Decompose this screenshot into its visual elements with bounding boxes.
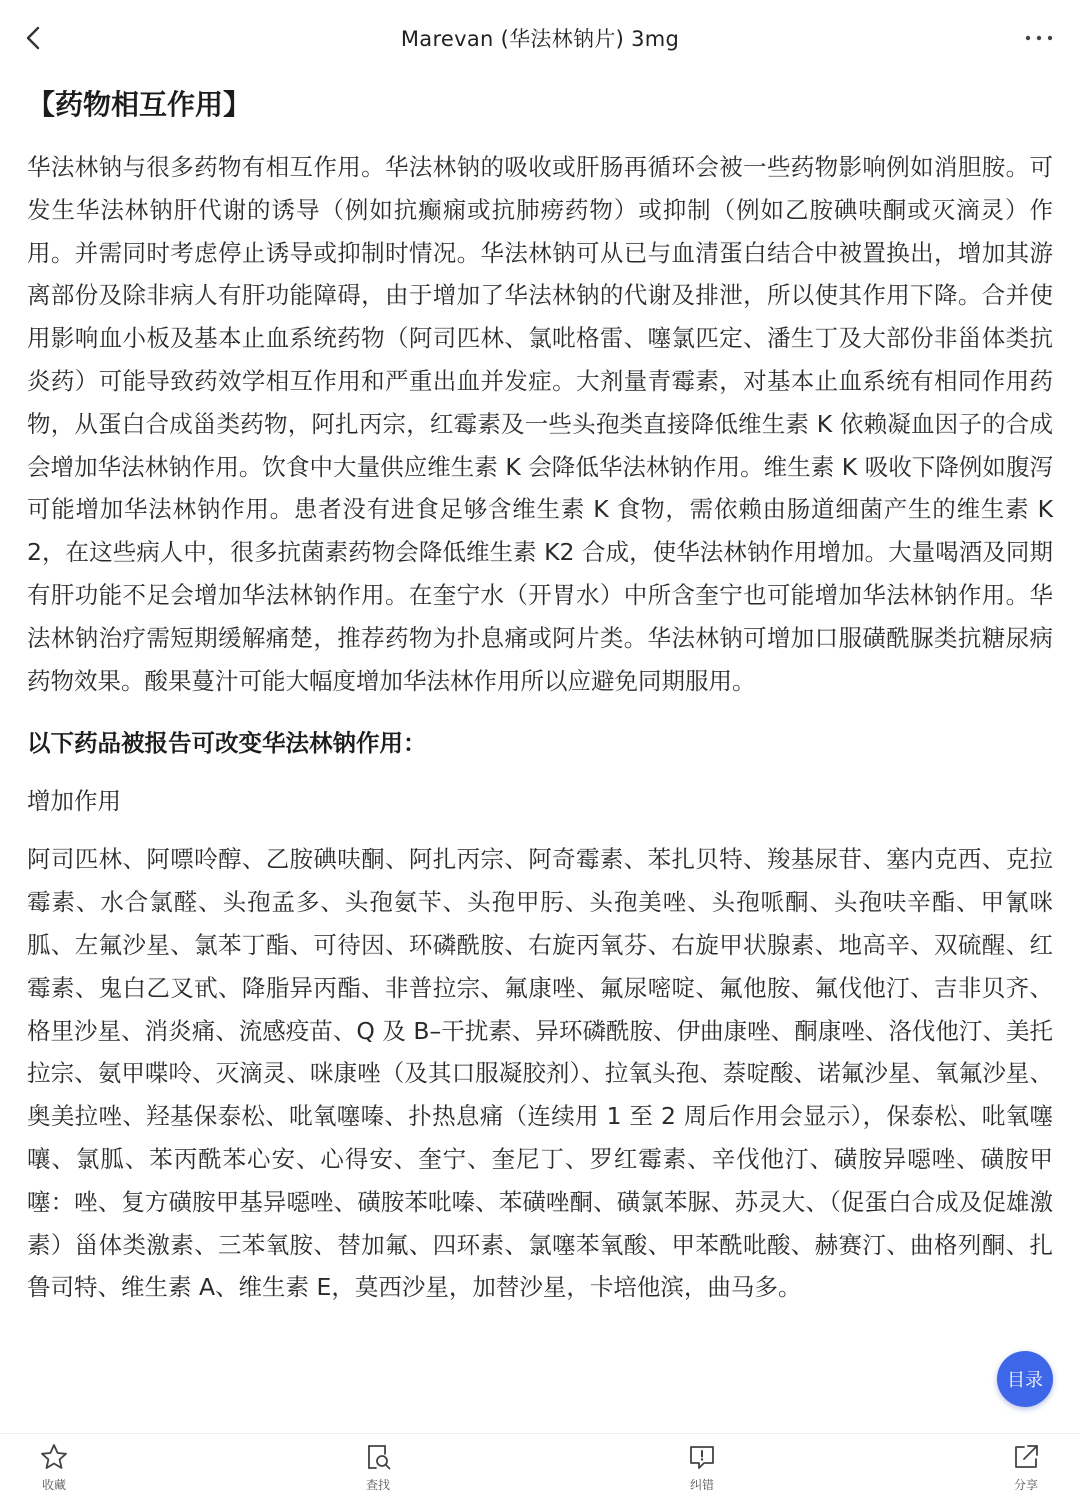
- more-horizontal-icon: [1024, 33, 1054, 43]
- report-error-label: 纠错: [689, 1478, 714, 1492]
- feedback-icon: [687, 1442, 717, 1472]
- interaction-paragraph: 华法林钠与很多药物有相互作用。华法林钠的吸收或肝肠再循环会被一些药物影响例如消胆胺。可发生华法林钠肝代谢的诱导（例如抗癫痫或抗肺痨药物）或抑制（例如乙胺碘呋酮或灭滴灵）作用。并需同时考虑停止诱导或抑制时情况。华法林钠可从已与血清蛋白结合中被置换出，增加其游离部份及除非病人有肝功能障碍，由于增加了华法林钠的代谢及排泄，所以使其作用下降。合并使用影响血小板及基本止血系统药物（阿司匹林、氯吡格雷、噻氯匹定、潘生丁及大部份非甾体类抗炎药）可能导致药效学相互作用和严重出血并发症。大剂量青霉素，对基本止血系统有相同作用药物，从蛋白合成甾类药物，阿扎丙宗，红霉素及一些头孢类直接降低维生素 K 依赖凝血因子的合成会增加华法林钠作用。饮食中大量供应维生素 K 会降低华法林钠作用。维生素 K 吸收下降例如腹泻可能增加华法林钠作用。患者没有进食足够含维生素 K 食物，需依赖由肠道细菌产生的维生素 K2，在这些病人中，很多抗菌素药物会降低维生素 K2 合成，使华法林钠作用增加。大量喝酒及同期有肝功能不足会增加华法林钠作用。在奎宁水（开胃水）中所含奎宁也可能增加华法林钠作用。华法林钠治疗需短期缓解痛楚，推荐药物为扑息痛或阿片类。华法林钠可增加口服磺酰脲类抗糖尿病药物效果。酸果蔓汁可能大幅度增加华法林作用所以应避免同期服用。: [27, 153, 1053, 695]
- chevron-left-icon: [23, 24, 45, 52]
- article-content: [27, 76, 1053, 1309]
- more-button[interactable]: [1014, 18, 1064, 58]
- bottom-toolbar: [0, 1433, 1080, 1507]
- report-error-button[interactable]: [662, 1442, 742, 1502]
- share-button[interactable]: [986, 1442, 1066, 1502]
- back-button[interactable]: [14, 18, 54, 58]
- page-title: Marevan (华法林钠片) 3mg: [400, 27, 680, 51]
- table-of-contents-button[interactable]: [997, 1351, 1053, 1407]
- section-title: 【药物相互作用】: [27, 88, 252, 121]
- find-label: 查找: [365, 1478, 390, 1492]
- star-icon: [39, 1442, 69, 1472]
- search-doc-icon: [363, 1442, 393, 1472]
- share-icon: [1011, 1442, 1041, 1472]
- favorite-label: 收藏: [41, 1478, 66, 1492]
- top-navigation-bar: [0, 8, 1080, 68]
- find-button[interactable]: [338, 1442, 418, 1502]
- toc-button-label: 目录: [1007, 1370, 1043, 1391]
- share-label: 分享: [1013, 1478, 1038, 1492]
- increase-effect-heading: 增加作用: [27, 787, 121, 816]
- status-bar: [0, 0, 1080, 8]
- favorite-button[interactable]: [14, 1442, 94, 1502]
- drug-list-subheading: 以下药品被报告可改变华法林钠作用：: [27, 729, 427, 758]
- increase-drug-list: 阿司匹林、阿嘌呤醇、乙胺碘呋酮、阿扎丙宗、阿奇霉素、苯扎贝特、羧基尿苷、塞内克西、克拉霉素、水合氯醛、头孢孟多、头孢氨苄、头孢甲肟、头孢美唑、头孢哌酮、头孢呋辛酯、甲氰咪胍、左氟沙星、氯苯丁酯、可待因、环磷酰胺、右旋丙氧芬、右旋甲状腺素、地高辛、双硫醒、红霉素、鬼白乙叉甙、降脂异丙酯、非普拉宗、氟康唑、氟尿嘧啶、氟他胺、氟伐他汀、吉非贝齐、格里沙星、消炎痛、流感疫苗、Q 及 B–干扰素、异环磷酰胺、伊曲康唑、酮康唑、洛伐他汀、美托拉宗、氨甲喋呤、灭滴灵、咪康唑（及其口服凝胶剂）、拉氧头孢、萘啶酸、诺氟沙星、氧氟沙星、奥美拉唑、羟基保泰松、吡氧噻嗪、扑热息痛（连续用 1 至 2 周后作用会显示），保泰松、吡氧噻嚷、氯胍、苯丙酰苯心安、心得安、奎宁、奎尼丁、罗红霉素、辛伐他汀、磺胺异噁唑、磺胺甲噻：唑、复方磺胺甲基异噁唑、磺胺苯吡嗪、苯磺唑酮、磺氯苯脲、苏灵大、（促蛋白合成及促雄激素）甾体类激素、三苯氧胺、替加氟、四环素、氯噻苯氧酸、甲苯酰吡酸、赫赛汀、曲格列酮、扎鲁司特、维生素 A、维生素 E，莫西沙星，加替沙星，卡培他滨，曲马多。: [27, 845, 1053, 1302]
